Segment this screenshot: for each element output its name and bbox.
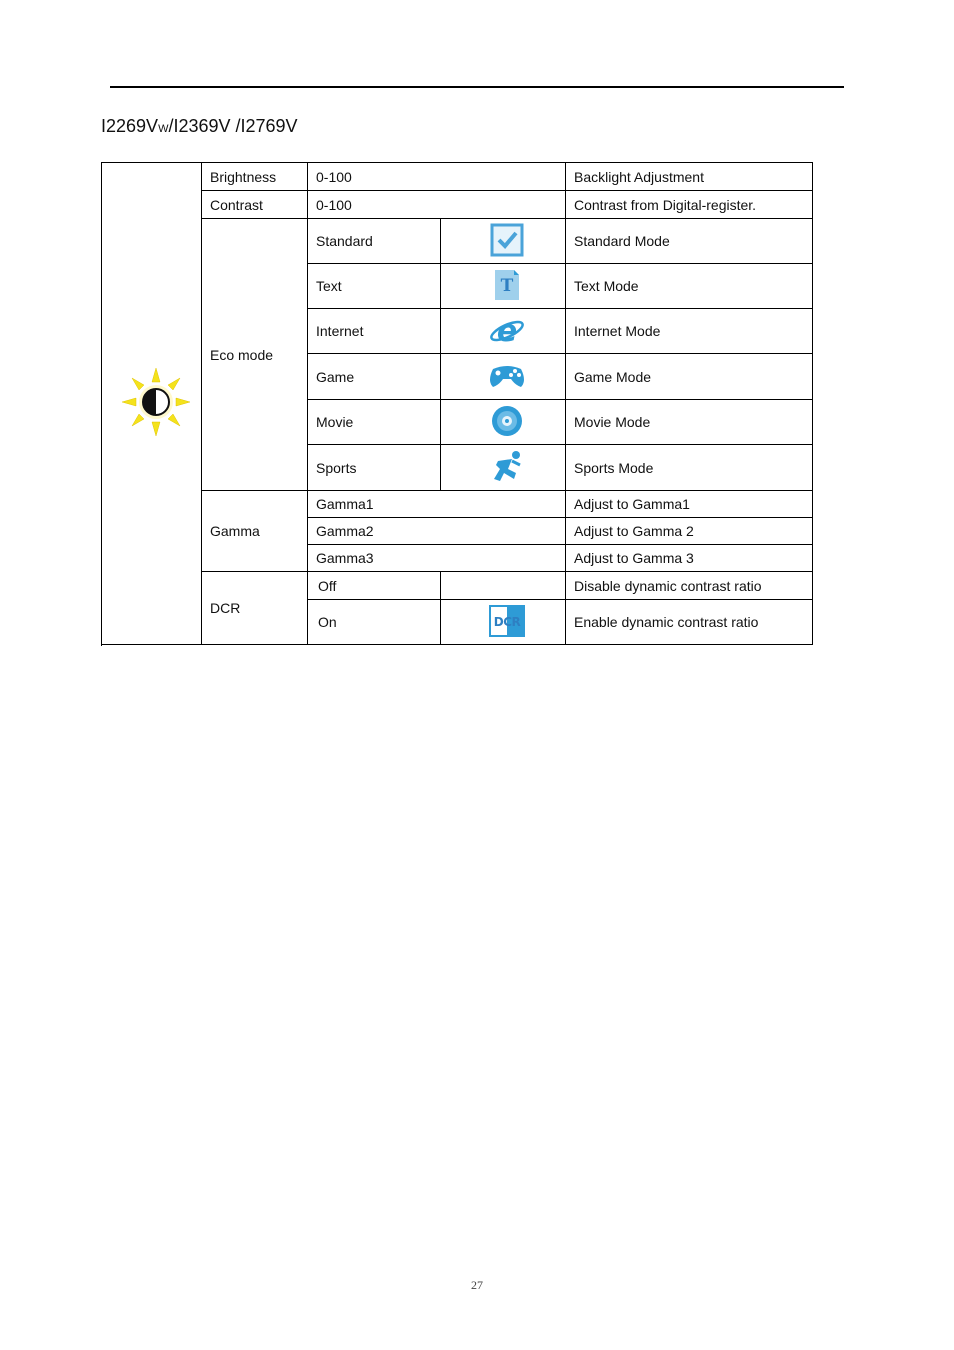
eco-sports-desc: Sports Mode — [566, 445, 813, 491]
table-row-dcr-off — [102, 572, 813, 600]
dcr-off-icon-cell — [441, 572, 566, 600]
svg-text:T: T — [500, 275, 514, 296]
page-title — [101, 116, 298, 137]
svg-text:DCR: DCR — [493, 614, 521, 629]
eco-movie-name: Movie — [308, 400, 441, 445]
gamma1-name: Gamma1 — [308, 491, 566, 518]
eco-standard-icon-cell — [441, 219, 566, 264]
dcr-icon — [489, 605, 525, 640]
internet-e-icon — [488, 311, 526, 352]
disc-icon — [490, 404, 524, 441]
runner-icon — [488, 449, 526, 486]
gamma1-desc: Adjust to Gamma1 — [566, 491, 813, 518]
eco-internet-icon-cell — [441, 309, 566, 354]
eco-standard-desc: Standard Mode — [566, 219, 813, 264]
table-row-brightness — [102, 163, 813, 191]
brightness-range: 0-100 — [308, 163, 566, 191]
gamepad-icon — [487, 359, 527, 394]
title-model-1: I2269V — [101, 116, 159, 136]
contrast-label: Contrast — [202, 191, 308, 219]
standard-check-icon — [490, 223, 524, 260]
eco-game-icon-cell — [441, 354, 566, 400]
contrast-desc: Contrast from Digital-register. — [566, 191, 813, 219]
text-t-icon — [492, 268, 522, 305]
dcr-off-name: Off — [308, 572, 441, 600]
dcr-label: DCR — [202, 572, 308, 645]
header-rule — [110, 86, 844, 88]
title-model-suffix: W — [158, 123, 169, 135]
eco-game-desc: Game Mode — [566, 354, 813, 400]
eco-text-icon-cell — [441, 264, 566, 309]
brightness-desc: Backlight Adjustment — [566, 163, 813, 191]
svg-text:e: e — [496, 313, 518, 349]
osd-settings-table — [101, 162, 813, 645]
contrast-range: 0-100 — [308, 191, 566, 219]
gamma3-name: Gamma3 — [308, 545, 566, 572]
eco-internet-name: Internet — [308, 309, 441, 354]
dcr-on-icon-cell — [441, 600, 566, 645]
eco-standard-name: Standard — [308, 219, 441, 264]
page-number: 27 — [471, 1278, 483, 1292]
eco-text-name: Text — [308, 264, 441, 309]
eco-internet-desc: Internet Mode — [566, 309, 813, 354]
gamma2-desc: Adjust to Gamma 2 — [566, 518, 813, 545]
eco-text-desc: Text Mode — [566, 264, 813, 309]
gamma3-desc: Adjust to Gamma 3 — [566, 545, 813, 572]
eco-mode-label: Eco mode — [202, 219, 308, 491]
eco-game-name: Game — [308, 354, 441, 400]
dcr-off-desc: Disable dynamic contrast ratio — [566, 572, 813, 600]
brightness-label: Brightness — [202, 163, 308, 191]
gamma2-name: Gamma2 — [308, 518, 566, 545]
eco-movie-desc: Movie Mode — [566, 400, 813, 445]
eco-movie-icon-cell — [441, 400, 566, 445]
eco-sports-icon-cell — [441, 445, 566, 491]
table-row-eco-standard — [102, 219, 813, 264]
dcr-on-name: On — [308, 600, 441, 645]
table-row-gamma-1 — [102, 491, 813, 518]
eco-sports-name: Sports — [308, 445, 441, 491]
dcr-on-desc: Enable dynamic contrast ratio — [566, 600, 813, 645]
gamma-label: Gamma — [202, 491, 308, 572]
main-icon-cell — [102, 163, 202, 645]
title-model-2: /I2369V /I2769V — [168, 116, 298, 136]
brightness-sun-icon — [120, 366, 192, 441]
table-row-contrast — [102, 191, 813, 219]
